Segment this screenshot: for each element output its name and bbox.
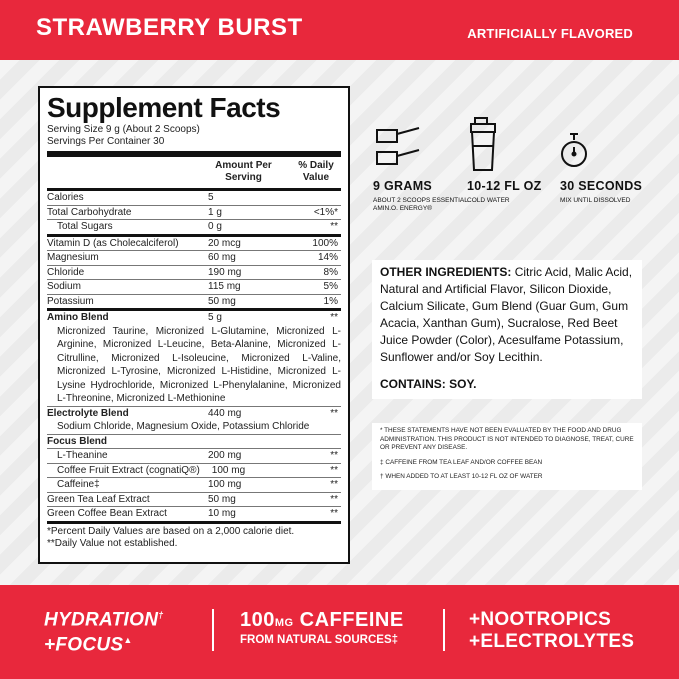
disclaimer-box bbox=[372, 423, 642, 490]
usage-mix-time: 30 SECONDS MIX UNTIL DISSOLVED bbox=[560, 112, 660, 205]
nootropics-electrolytes-claim: +NOOTROPICS +ELECTROLYTES bbox=[469, 609, 635, 652]
scoops-icon bbox=[373, 124, 425, 172]
supplement-facts-panel bbox=[38, 86, 350, 564]
facts-row: Total Carbohydrate 1 g <1%* bbox=[47, 205, 341, 220]
facts-row: Vitamin D (as Cholecalciferol) 20 mcg 100% bbox=[47, 237, 338, 249]
electrolyte-blend-ingredients: Sodium Chloride, Magnesium Oxide, Potassium Chloride bbox=[57, 421, 310, 432]
flavored-label: ARTIFICIALLY FLAVORED bbox=[467, 26, 633, 41]
fda-disclaimer: * THESE STATEMENTS HAVE NOT BEEN EVALUATED BY THE FOOD AND DRUG ADMINISTRATION. THIS PRODUCT IS NOT INTENDED TO DIAGNOSE, TREAT, CURE OR PREVENT ANY DISEASE. bbox=[380, 427, 634, 451]
servings-per-container: Servings Per Container 30 bbox=[47, 136, 165, 147]
flavor-name: STRAWBERRY BURST bbox=[36, 14, 303, 41]
facts-row: Green Coffee Bean Extract 10 mg ** bbox=[47, 506, 341, 521]
caffeine-claim: 100MG CAFFEINE FROM NATURAL SOURCES‡ bbox=[240, 609, 404, 646]
facts-row: L-Theanine 200 mg ** bbox=[47, 448, 341, 463]
facts-row: Calories 5 bbox=[47, 192, 214, 203]
focus-blend-row: Focus Blend bbox=[47, 434, 341, 449]
water-note: † WHEN ADDED TO AT LEAST 10-12 FL OZ OF WATER bbox=[380, 473, 543, 480]
facts-row: Potassium 50 mg 1% bbox=[47, 294, 341, 309]
top-banner bbox=[0, 0, 679, 60]
caffeine-source-note: ‡ CAFFEINE FROM TEA LEAF AND/OR COFFEE BEAN bbox=[380, 458, 543, 466]
serving-size: Serving Size 9 g (About 2 Scoops) bbox=[47, 124, 200, 135]
stopwatch-icon bbox=[560, 132, 588, 172]
amino-blend-ingredients: Micronized Taurine, Micronized L-Glutamine, Micronized L-Arginine, Micronized L-Leucine, Beta-Alanine, Micronized L-Citrulline, Micronized L-Isoleucine, Micronized L-Valine, Micronized L-Tyrosine, Micronized L-Histidine, Micronized L-Lysine Hydrochloride, Micronized L-Phenylalanine, Micronized L-Threonine, Micronized L-Methionine bbox=[57, 325, 341, 404]
footnote-not-established: **Daily Value not established. bbox=[47, 538, 178, 549]
other-ingredients-text: Citric Acid, Malic Acid, Natural and Artificial Flavor, Silicon Dioxide, Calcium Silicate, Gum Blend (Guar Gum, Gum Acacia, Xanthan Gum), Sucralose, Red Beet Juice Powder (Color), Acesulfame Potassium, Sunflower and/or Soy Lecithin. bbox=[380, 265, 633, 364]
other-ingredients-box bbox=[372, 260, 642, 399]
facts-column-header: Amount Per Serving % Daily Value bbox=[215, 160, 334, 183]
amino-blend-row: Amino Blend 5 g ** bbox=[47, 312, 338, 323]
footnote-daily-value: *Percent Daily Values are based on a 2,000 calorie diet. bbox=[47, 525, 295, 537]
electrolyte-blend-row: Electrolyte Blend 440 mg ** bbox=[47, 406, 341, 421]
usage-scoops: 9 GRAMS ABOUT 2 SCOOPS ESSENTIAL AMIN.O. ENERGY® bbox=[373, 112, 473, 212]
usage-water: 10-12 FL OZ COLD WATER bbox=[467, 112, 567, 205]
facts-row: Total Sugars 0 g ** bbox=[47, 219, 341, 234]
facts-row: Coffee Fruit Extract (cognatiQ®) 100 mg ** bbox=[47, 463, 341, 478]
facts-row: Magnesium 60 mg 14% bbox=[47, 250, 341, 265]
allergen-statement: CONTAINS: SOY. bbox=[380, 377, 477, 391]
banner-divider bbox=[212, 609, 214, 651]
facts-title: Supplement Facts bbox=[47, 92, 281, 123]
banner-divider bbox=[443, 609, 445, 651]
facts-row: Sodium 115 mg 5% bbox=[47, 279, 341, 294]
facts-row: Green Tea Leaf Extract 50 mg ** bbox=[47, 492, 341, 507]
other-ingredients-label: OTHER INGREDIENTS: bbox=[380, 265, 512, 279]
facts-row: Caffeine‡ 100 mg ** bbox=[47, 477, 341, 492]
hydration-focus-claim: HYDRATION† +FOCUS▲ bbox=[44, 609, 164, 656]
facts-row: Chloride 190 mg 8% bbox=[47, 265, 341, 280]
shaker-icon bbox=[467, 116, 499, 172]
bottom-banner bbox=[0, 585, 679, 679]
